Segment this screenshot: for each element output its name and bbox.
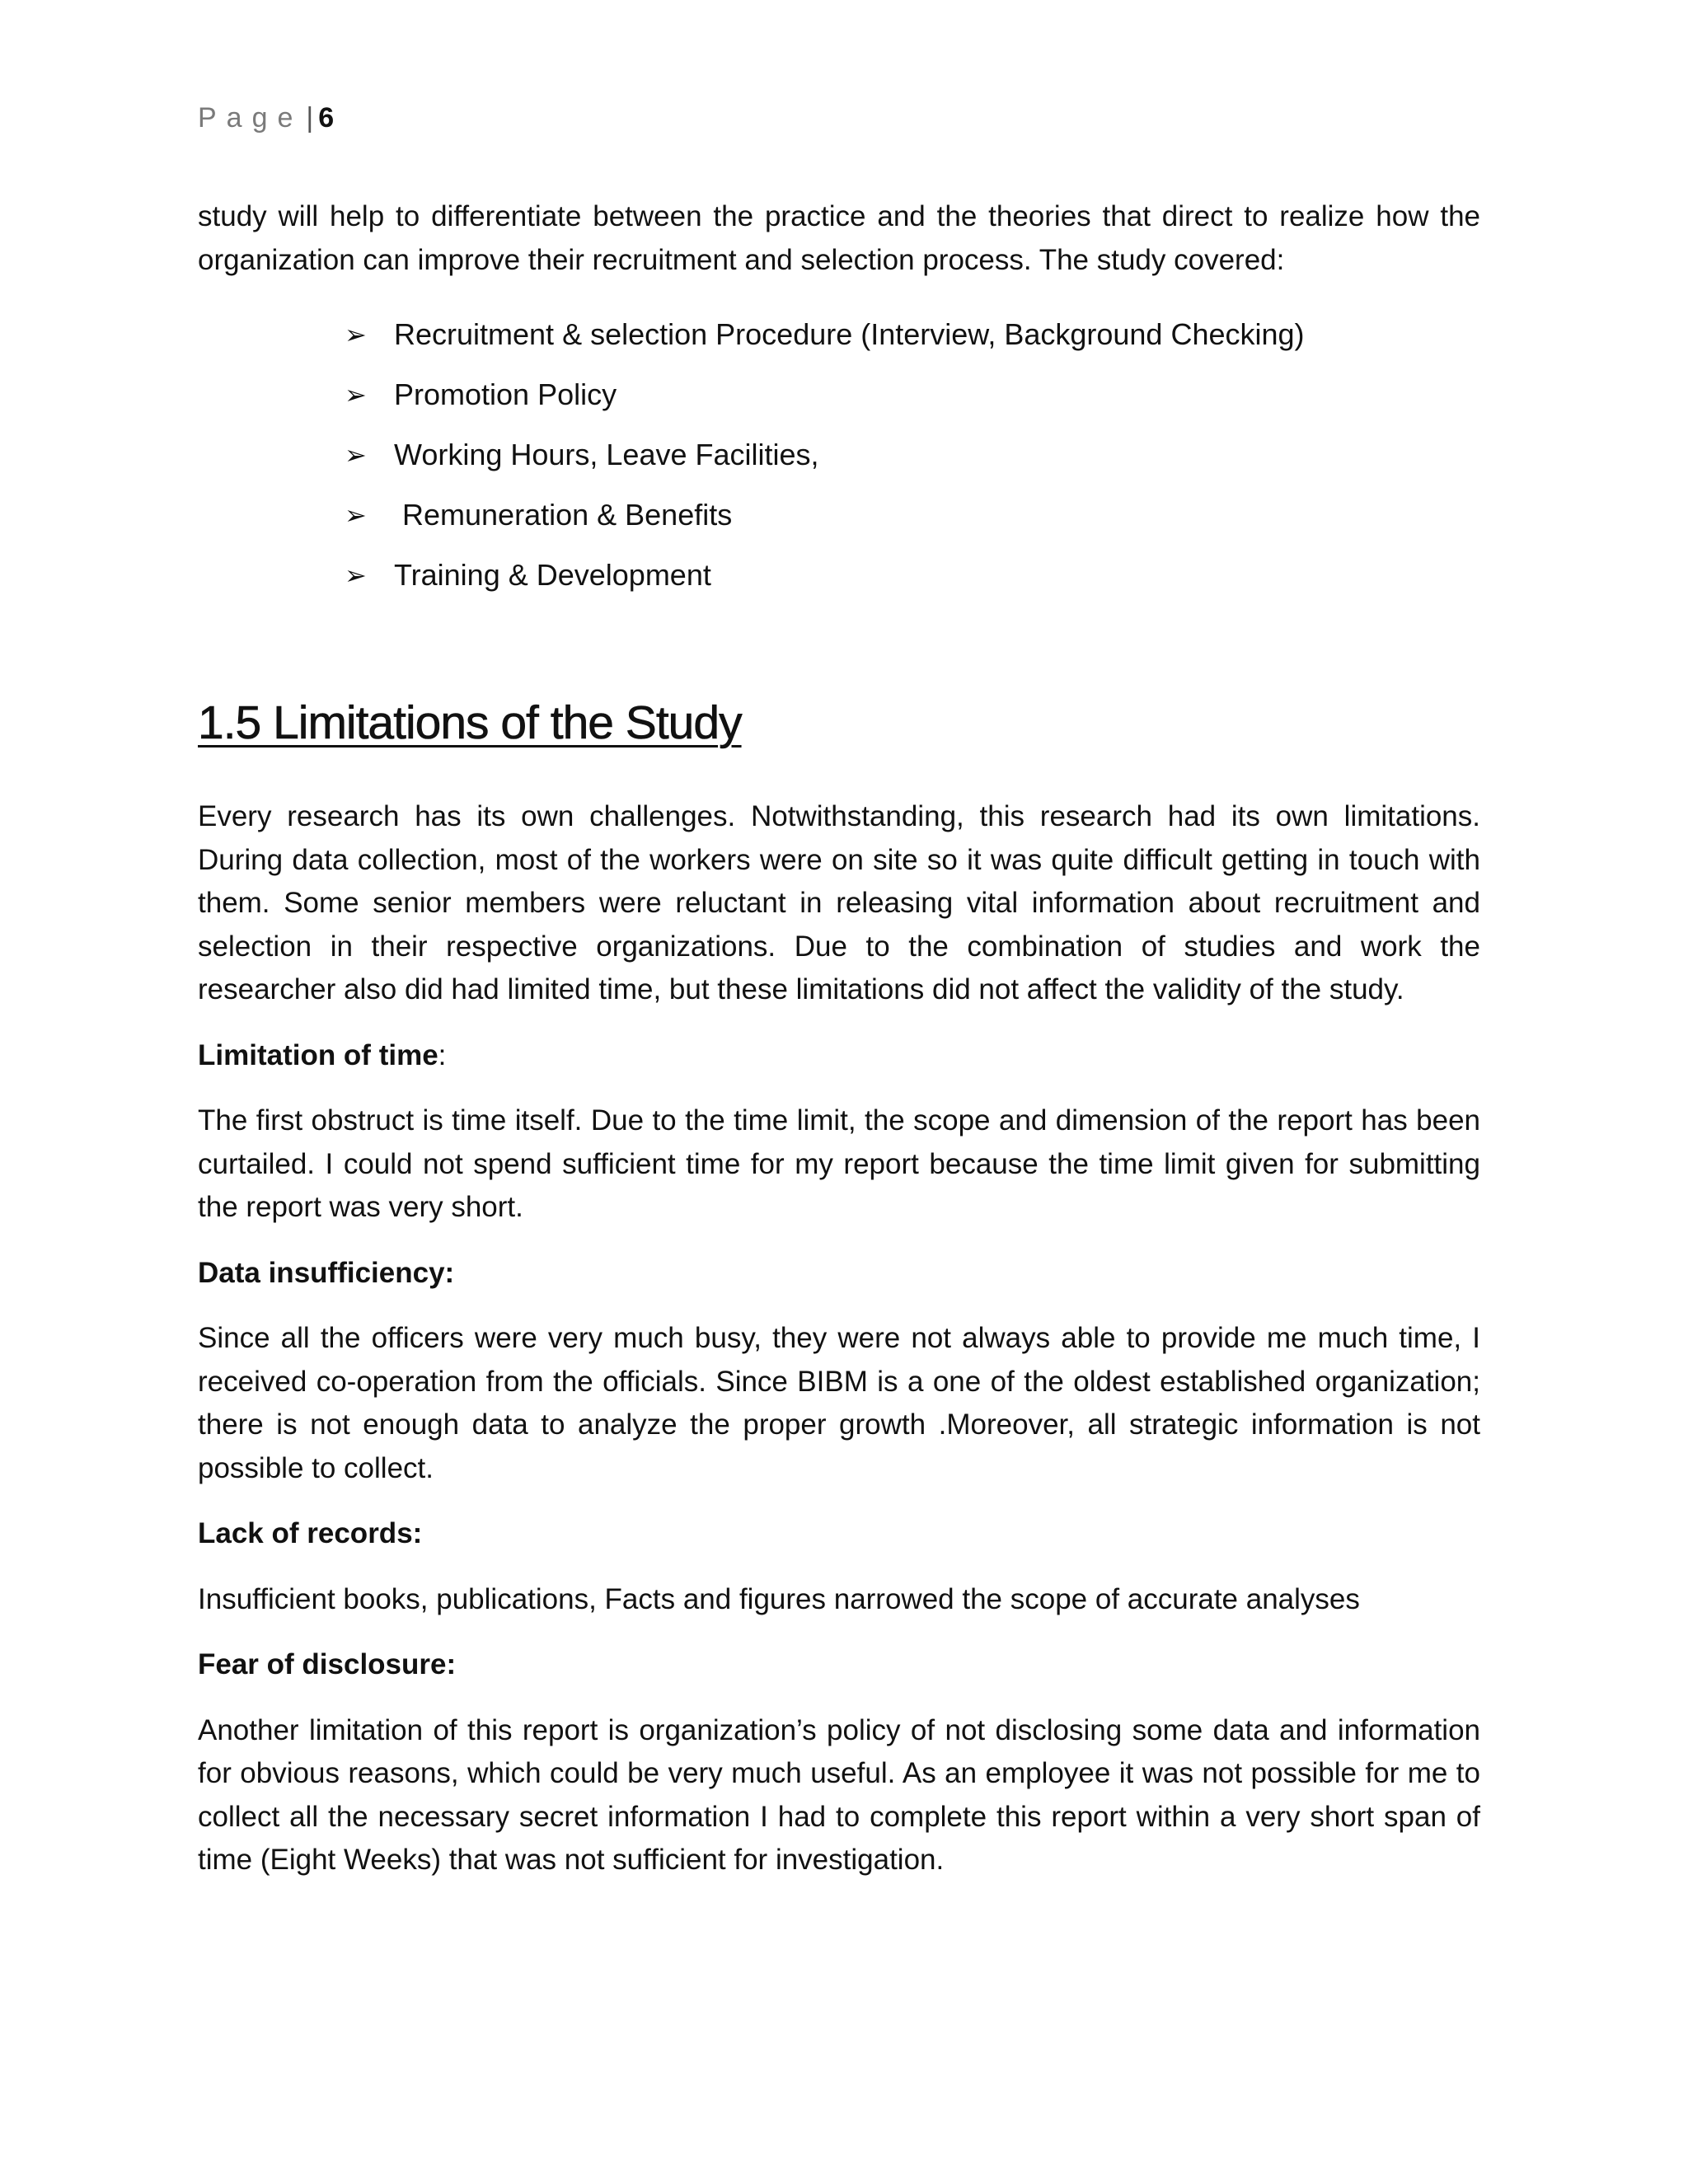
subheading-text: Limitation of time (198, 1038, 438, 1071)
list-item (345, 434, 1305, 494)
section-heading: 1.5 Limitations of the Study (198, 696, 742, 749)
arrow-bullet-icon: ➢ (345, 560, 367, 590)
spacer (198, 1687, 1480, 1709)
spacer (198, 1077, 1480, 1099)
list-item (345, 494, 1305, 554)
list-item-text: Training & Development (394, 558, 711, 592)
list-item (345, 373, 1305, 434)
list-item-text: Recruitment & selection Procedure (Interview, Background Checking) (394, 317, 1305, 351)
arrow-bullet-icon: ➢ (345, 500, 367, 530)
arrow-bullet-icon: ➢ (345, 440, 367, 470)
paragraph-data: Since all the officers were very much busy, they were not always able to provide me much time, I received co-operation from the officials. Since BIBM is a one of the oldest established organization; there is not enough data to analyze the proper growth .Moreover, all strategic information is not possible to collect. (198, 1322, 1480, 1484)
page-header (198, 97, 334, 138)
spacer (198, 1295, 1480, 1317)
paragraph-time: The first obstruct is time itself. Due to the time limit, the scope and dimension of the report has been curtailed. I could not spend sufficient time for my report because the time limit given for submitting the report was very short. (198, 1104, 1480, 1223)
spacer (198, 1012, 1480, 1034)
arrow-bullet-icon: ➢ (345, 380, 367, 410)
study-coverage-list (345, 313, 1305, 614)
paragraph-records: Insufficient books, publications, Facts and figures narrowed the scope of accurate analyses (198, 1582, 1360, 1615)
section-intro-paragraph: Every research has its own challenges. Notwithstanding, this research had its own limitations. During data collection, most of the workers were on site so it was quite difficult getting in touch with them. Some senior members were reluctant in releasing vital information about recruitment and selection in their respective organizations. Due to the combination of studies and work the researcher also did had limited time, but these limitations did not affect the validity of the study. (198, 800, 1480, 1005)
list-item-text: Remuneration & Benefits (394, 498, 733, 532)
subheading-disclosure: Fear of disclosure: (198, 1648, 457, 1680)
subheading-colon: : (438, 1038, 447, 1071)
list-item-text: Working Hours, Leave Facilities, (394, 438, 819, 471)
list-item (345, 313, 1305, 373)
spacer (198, 1230, 1480, 1252)
spacer (198, 1490, 1480, 1512)
intro-block (198, 195, 1480, 282)
paragraph-disclosure: Another limitation of this report is organization’s policy of not disclosing some data and information for obvious reasons, which could be very much useful. As an employee it was not possible for me to collect all the necessary secret information I had to complete this report within a very short span of time (Eight Weeks) that was not sufficient for investigation. (198, 1713, 1480, 1876)
list-item-text: Promotion Policy (394, 377, 617, 411)
arrow-bullet-icon: ➢ (345, 320, 367, 349)
subheading-records: Lack of records: (198, 1517, 423, 1549)
spacer (198, 1556, 1480, 1578)
page-separator: | (306, 102, 314, 134)
subheading-time (198, 1034, 1480, 1078)
spacer (198, 1621, 1480, 1643)
page-label: Page (198, 102, 303, 134)
intro-paragraph: study will help to differentiate between the practice and the theories that direct to realize how the organization can improve their recruitment and selection process. The study covered: (198, 200, 1480, 276)
subheading-data: Data insufficiency: (198, 1256, 455, 1289)
page-number: 6 (318, 102, 335, 134)
limitations-body (198, 795, 1480, 1882)
list-item (345, 554, 1305, 614)
